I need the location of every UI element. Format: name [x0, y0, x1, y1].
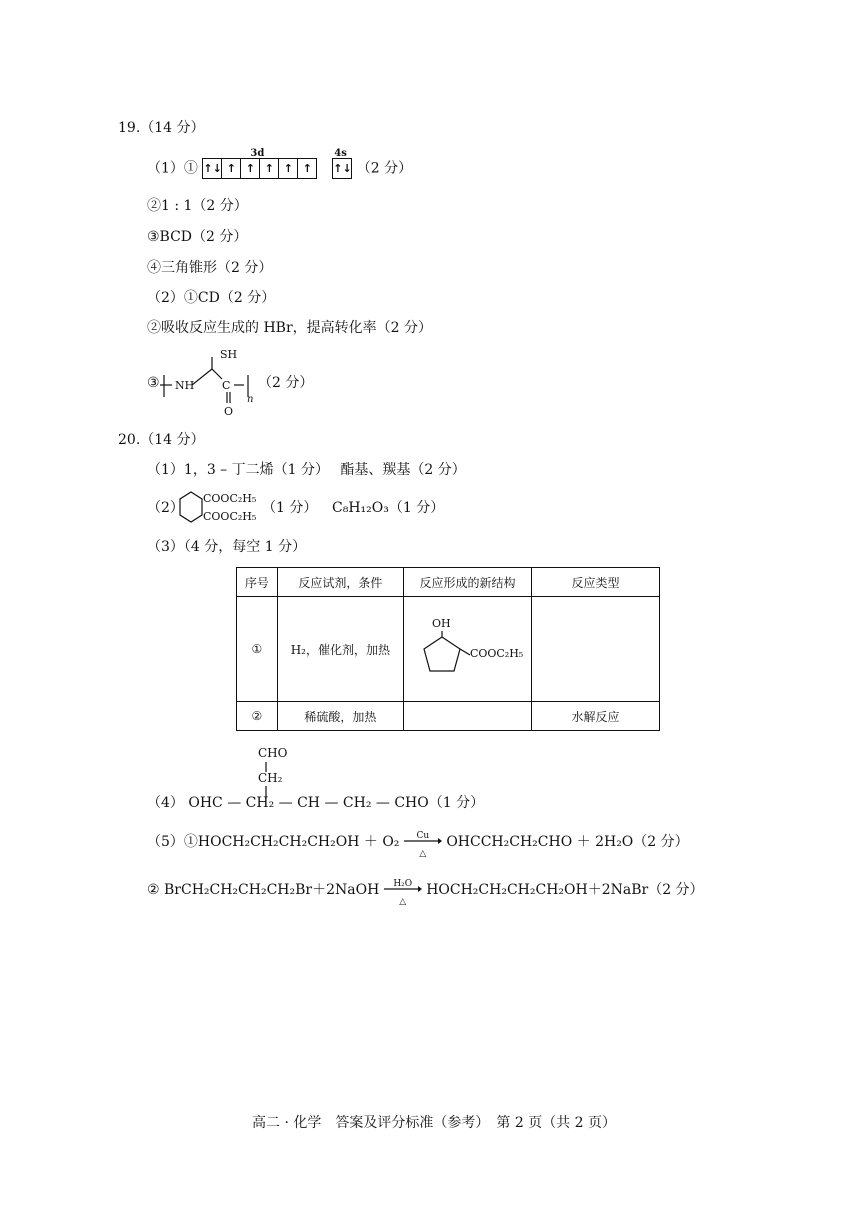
q20-p1: （1）1，3 – 丁二烯（1 分） 酯基、羰基（2 分） — [147, 462, 466, 478]
p5-2-left: ② BrCH₂CH₂CH₂CH₂Br＋2NaOH — [147, 882, 380, 898]
polymer-n: n — [247, 394, 254, 405]
orbital-box: ↑ — [241, 159, 260, 178]
q19-p1-prefix: （1）① — [147, 160, 198, 177]
table-cell-type: 水解反应 — [531, 702, 659, 731]
table-cell-no: ① — [237, 597, 278, 702]
table-header-cell: 序号 — [237, 568, 278, 597]
structure-oh: OH — [431, 617, 451, 630]
table-cell-structure — [403, 702, 531, 731]
p5-1-right: OHCCH₂CH₂CHO ＋ 2H₂O（2 分） — [446, 834, 689, 850]
q20-p2-prefix: （2） — [147, 500, 184, 516]
cyclohexane-ring — [178, 490, 204, 526]
q19-part1-orbital-line — [147, 148, 413, 179]
p4-ch2: CH₂ — [258, 771, 283, 785]
polymer-o: O — [224, 405, 234, 418]
orbital-3d — [202, 148, 317, 179]
polymer-sh: SH — [220, 348, 238, 361]
q19-p1-2: ②1 : 1（2 分） — [147, 198, 248, 214]
q20-p2-score: （1 分） — [262, 500, 318, 516]
table-cell-structure — [403, 597, 531, 702]
orbital-box: ↑ — [260, 159, 279, 178]
q19-p2-3-prefix: ③ — [147, 375, 160, 391]
orbital-4s — [332, 148, 352, 179]
p5-1-cond-bot: △ — [419, 849, 427, 859]
p5-1-cond-top: Cu — [416, 831, 430, 841]
orbital-4s-label: 4s — [334, 148, 347, 159]
q20-p5-2 — [147, 879, 704, 907]
p2-group-bottom: COOC₂H₅ — [203, 510, 257, 523]
orbital-box: ↑ — [279, 159, 298, 178]
q20-heading: 20.（14 分） — [118, 432, 205, 448]
reaction-arrow — [404, 831, 442, 859]
q19-p2-3-score: （2 分） — [258, 375, 314, 391]
table-header-cell: 反应试剂，条件 — [277, 568, 403, 597]
reaction-table — [236, 567, 660, 731]
polymer-nh: NH — [175, 379, 195, 392]
structure-group: COOC₂H₅ — [469, 647, 524, 660]
orbital-box: ↑ — [222, 159, 241, 178]
orbital-box: ↑ — [302, 162, 312, 175]
table-cell-reagent: 稀硫酸，加热 — [277, 702, 403, 731]
table-header-row — [237, 568, 660, 597]
q19-p1-3: ③BCD（2 分） — [147, 229, 248, 245]
table-row — [237, 702, 660, 731]
q20-p5-1 — [147, 831, 689, 859]
p5-1-left: （5）①HOCH₂CH₂CH₂CH₂OH ＋ O₂ — [147, 834, 400, 850]
page-footer: 高二 · 化学 答案及评分标准（参考） 第 2 页（共 2 页） — [252, 1115, 616, 1131]
table-header-cell: 反应形成的新结构 — [403, 568, 531, 597]
q20-p3: （3）（4 分，每空 1 分） — [147, 539, 307, 555]
q19-p1-score: （2 分） — [356, 160, 413, 177]
table-cell-type — [531, 597, 659, 702]
table-cell-reagent: H₂，催化剂，加热 — [277, 597, 403, 702]
reaction-arrow — [384, 879, 422, 907]
q19-p1-4: ④三角锥形（2 分） — [147, 260, 273, 276]
p5-2-cond-bot: △ — [399, 897, 407, 907]
p4-cho: CHO — [258, 746, 288, 760]
orbital-box: ↑↓ — [333, 162, 352, 175]
polymer-c: C — [222, 379, 231, 392]
table-header-cell: 反应类型 — [531, 568, 659, 597]
q19-p2-2: ②吸收反应生成的 HBr，提高转化率（2 分） — [147, 320, 432, 336]
p2-group-top: COOC₂H₅ — [203, 492, 257, 505]
cyclopentane-ring — [420, 631, 470, 681]
q20-p4: （4） OHC — CH₂ — CH — CH₂ — CHO（1 分） — [147, 795, 485, 811]
q19-p2-1: （2）①CD（2 分） — [147, 290, 276, 306]
q19-heading: 19.（14 分） — [118, 120, 205, 136]
table-cell-no: ② — [237, 702, 278, 731]
q20-p2-formula: C₈H₁₂O₃（1 分） — [332, 500, 445, 516]
orbital-3d-label: 3d — [250, 148, 265, 159]
orbital-box: ↑↓ — [203, 159, 222, 178]
p5-2-cond-top: H₂O — [393, 879, 413, 889]
table-row — [237, 597, 660, 702]
p5-2-right: HOCH₂CH₂CH₂CH₂OH＋2NaBr（2 分） — [426, 882, 704, 898]
